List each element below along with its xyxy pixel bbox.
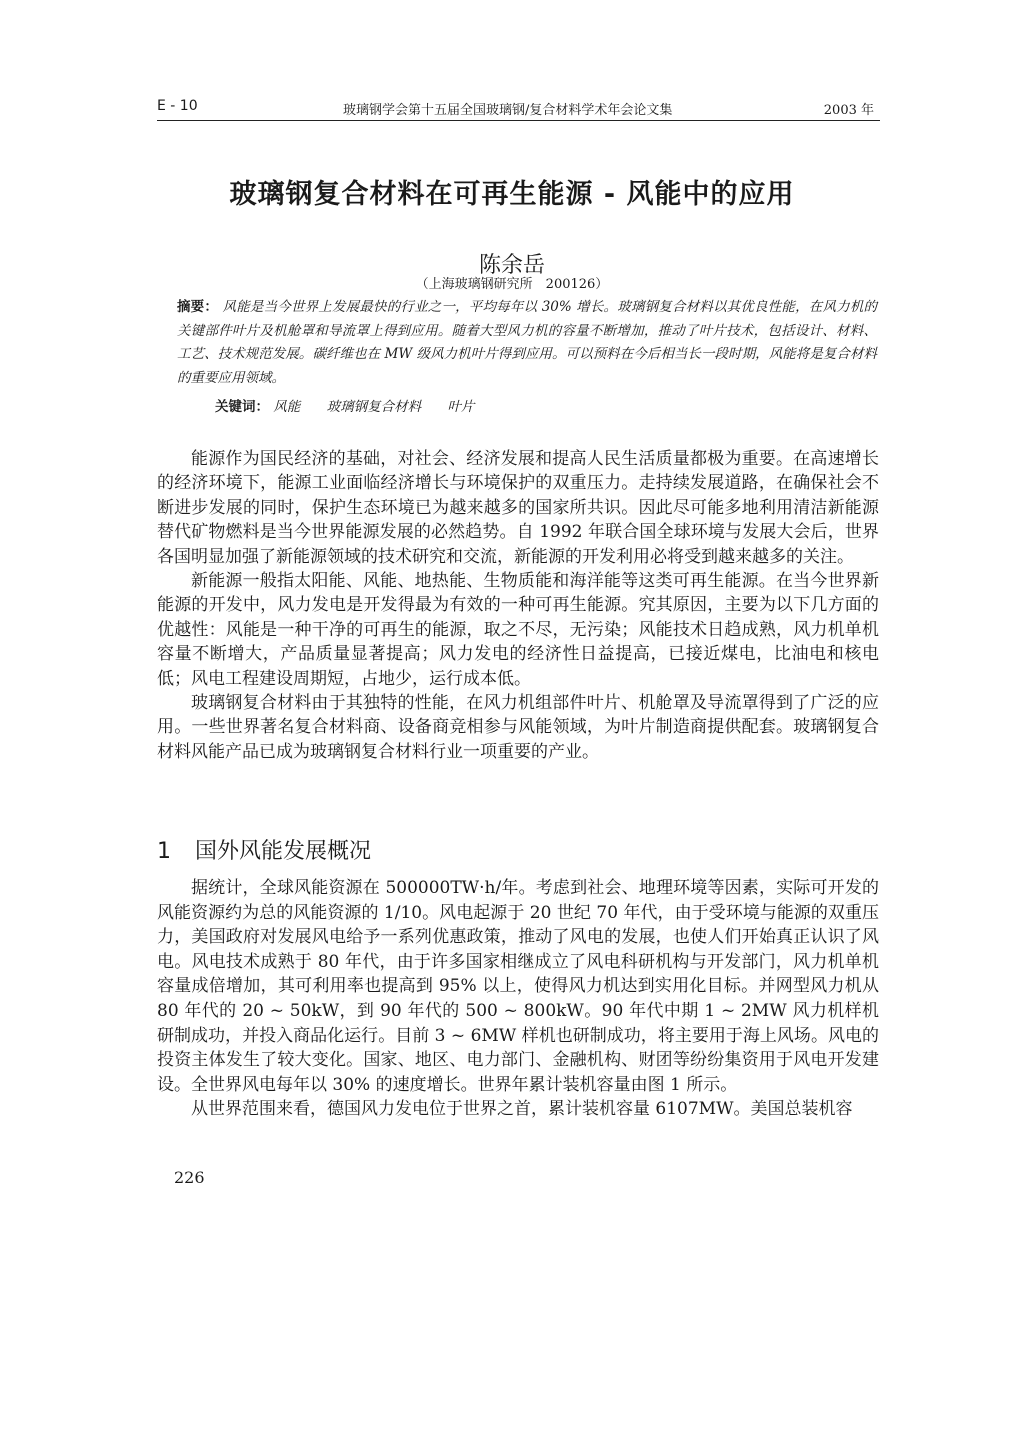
author-name: 陈余岳 — [478, 253, 545, 278]
header-proceedings-title: 玻璃钢学会第十五届全国玻璃钢/复合材料学术年会论文集 — [343, 103, 673, 118]
keyword-item: 玻璃钢复合材料 — [326, 399, 422, 415]
keywords-label: 关键词： — [215, 399, 269, 415]
running-header — [157, 96, 880, 121]
body-paragraph: 玻璃钢复合材料由于其独特的性能，在风力机组部件叶片、机舱罩及导流罩得到了广泛的应用。一些世界著名复合材料商、设备商竞相参与风能领域，为叶片制造商提供配套。玻璃钢复合材料风能产品已成为玻璃钢复合材料行业一项重要的产业。 — [157, 693, 879, 762]
page-number: 226 — [174, 1168, 205, 1187]
body-paragraph: 据统计，全球风能资源在 500000TW·h/年。考虑到社会、地理环境等因素，实际可开发的风能资源约为总的风能资源的 1/10。风电起源于 20 世纪 70 年代，由于受环境与能源的双重压力，美国政府对发展风电给予一系列优惠政策，推动了风电的发展，也使人们开始真正认识了风电。风电技术成熟于 80 年代，由于许多国家相继成立了风电科研机构与开发部门，风力机单机容量成倍增加，其可利用率也提高到 95% 以上，使得风力机达到实用化目标。并网型风力机从 80 年代的 20 ~ 50kW，到 90 年代的 500 ~ 800kW。90 年代中期 1 ~ 2MW 风力机样机研制成功，并投入商品化运行。目前 3 ~ 6MW 样机也研制成功，将主要用于海上风场。风电的投资主体发生了较大变化。国家、地区、电力部门、金融机构、财团等纷纷集资用于风电开发建设。全世界风电每年以 30% 的速度增长。世界年累计装机容量由图 1 所示。 — [157, 878, 879, 1095]
keywords — [215, 395, 815, 415]
abstract-label: 摘要： — [177, 299, 219, 315]
body-paragraph: 新能源一般指太阳能、风能、地热能、生物质能和海洋能等这类可再生能源。在当今世界新能源的开发中，风力发电是开发得最为有效的一种可再生能源。究其原因，主要为以下几方面的优越性：风能是一种干净的可再生的能源，取之不尽，无污染；风能技术日趋成熟，风力机单机容量不断增大，产品质量显著提高；风力发电的经济性日益提高，已接近煤电，比油电和核电低；风电工程建设周期短，占地少，运行成本低。 — [157, 571, 879, 689]
abstract — [177, 296, 877, 390]
abstract-text: 风能是当今世界上发展最快的行业之一，平均每年以 30% 增长。玻璃钢复合材料以其优良性能，在风力机的关键部件叶片及机舱罩和导流罩上得到应用。随着大型风力机的容量不断增加，推动了叶片技术，包括设计、材料、工艺、技术规范发展。碳纤维也在 MW 级风力机叶片得到应用。可以预料在今后相当长一段时期，风能将是复合材料的重要应用领域。 — [177, 299, 877, 386]
body-paragraph: 从世界范围来看，德国风力发电位于世界之首，累计装机容量 6107MW。美国总装机容 — [191, 1099, 853, 1120]
keyword-item: 风能 — [273, 399, 301, 415]
author-affiliation: （上海玻璃钢研究所 200126） — [415, 277, 609, 292]
section-number: 1 — [157, 839, 171, 864]
section-heading — [157, 834, 371, 865]
section-title: 国外风能发展概况 — [195, 839, 372, 864]
body-paragraph: 能源作为国民经济的基础，对社会、经济发展和提高人民生活质量都极为重要。在高速增长的经济环境下，能源工业面临经济增长与环境保护的双重压力。走持续发展道路，在确保社会不断进步发展的同时，保护生态环境已为越来越多的国家所共识。因此尽可能多地利用清洁新能源替代矿物燃料是当今世界能源发展的必然趋势。自 1992 年联合国全球环境与发展大会后，世界各国明显加强了新能源领域的技术研究和交流，新能源的开发利用必将受到越来越多的关注。 — [157, 449, 879, 567]
header-year: 2003 年 — [823, 103, 874, 118]
keyword-item: 叶片 — [447, 399, 475, 415]
section-body — [157, 876, 879, 1122]
introduction — [157, 447, 879, 764]
header-page-code: E - 10 — [157, 98, 198, 114]
paper-title: 玻璃钢复合材料在可再生能源 - 风能中的应用 — [229, 179, 795, 210]
